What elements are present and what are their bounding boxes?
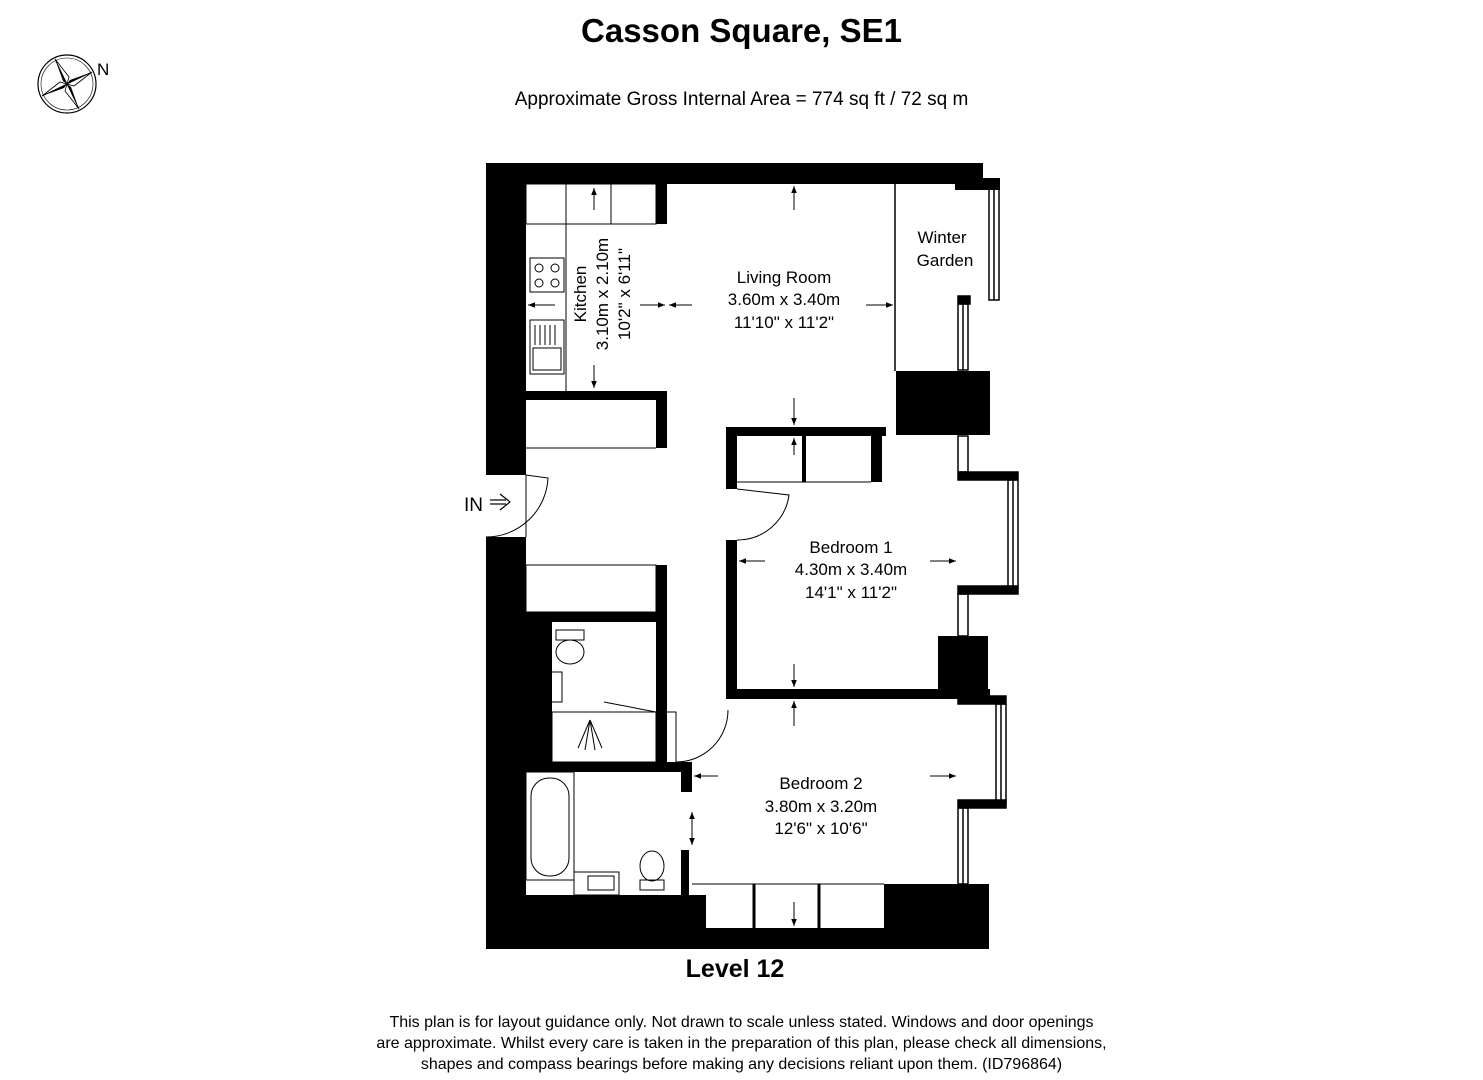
kitchen-name: Kitchen (571, 265, 590, 323)
kitchen-label (571, 238, 634, 350)
bedroom2-name: Bedroom 2 (779, 774, 863, 793)
compass-north-label: N (97, 60, 110, 79)
disclaimer-line-3: shapes and compass bearings before making any decisions reliant upon them. (ID796864) (420, 1056, 1063, 1073)
winter-garden-label-2: Garden (916, 251, 974, 270)
living-room-imperial: 11'10" x 11'2" (733, 313, 835, 332)
windows (895, 184, 1018, 884)
entrance-label: IN (464, 495, 483, 516)
bedroom2-metric: 3.80m x 3.20m (764, 797, 878, 816)
disclaimer-line-2: are approximate. Whilst every care is taken in the preparation of this plan, please check all dimensions, (376, 1035, 1107, 1052)
kitchen-fittings (526, 184, 656, 391)
cupboards (526, 436, 884, 928)
bedroom1-imperial: 14'1" x 11'2" (805, 583, 897, 602)
disclaimer-line-1: This plan is for layout guidance only. Not drawn to scale unless stated. Windows and door openings (389, 1014, 1094, 1031)
kitchen-metric: 3.10m x 2.10m (593, 237, 612, 351)
living-room-metric: 3.60m x 3.40m (727, 290, 841, 309)
level-label: Level 12 (685, 955, 785, 983)
bedroom1-name: Bedroom 1 (809, 538, 893, 557)
plan-title: Casson Square, SE1 (581, 12, 902, 49)
winter-garden-label-1: Winter (917, 228, 967, 247)
bedroom2-imperial: 12'6" x 10'6" (774, 819, 868, 838)
compass-rose-icon (38, 55, 96, 113)
gross-area-text: Approximate Gross Internal Area = 774 sq ft / 72 sq m (514, 89, 969, 110)
kitchen-imperial: 10'2" x 6'11" (615, 248, 634, 340)
disclaimer (0, 1012, 1483, 1075)
bedroom1-metric: 4.30m x 3.40m (794, 560, 908, 579)
living-room-name: Living Room (736, 268, 832, 287)
arrow-right-icon (490, 494, 510, 510)
